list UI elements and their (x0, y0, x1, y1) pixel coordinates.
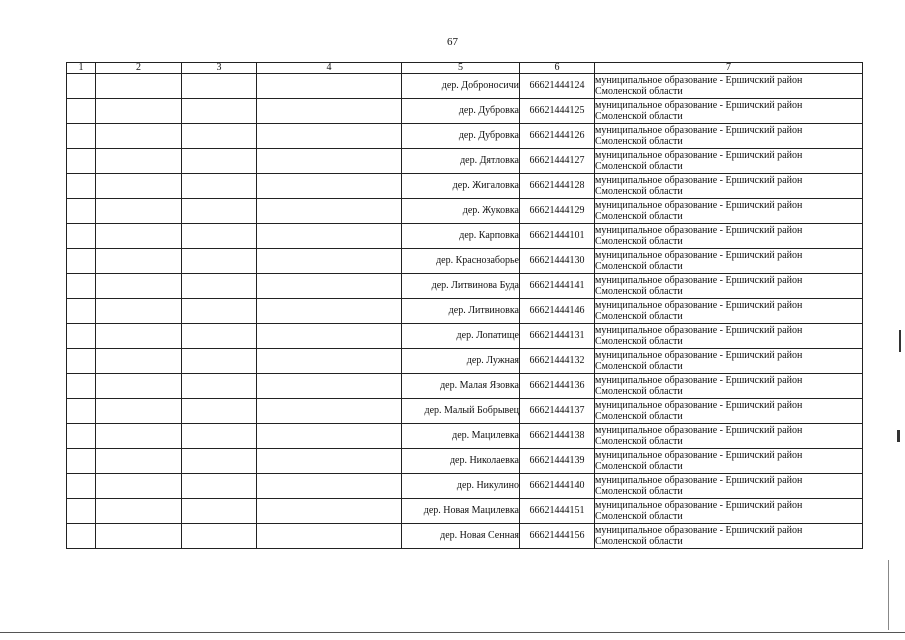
settlement-cell: дер. Карповка (402, 224, 520, 249)
settlement-cell: дер. Лопатище (402, 324, 520, 349)
settlement-cell: дер. Дятловка (402, 149, 520, 174)
municipality-cell (595, 124, 863, 149)
empty-cell (182, 99, 257, 124)
empty-cell (257, 424, 402, 449)
oktmo-code-cell: 66621444140 (520, 474, 595, 499)
empty-cell (182, 149, 257, 174)
empty-cell (96, 524, 182, 549)
oktmo-code-cell: 66621444101 (520, 224, 595, 249)
settlement-cell: дер. Литвинова Буда (402, 274, 520, 299)
empty-cell (96, 324, 182, 349)
empty-cell (182, 424, 257, 449)
scan-edge-mark (897, 430, 900, 442)
municipality-cell (595, 449, 863, 474)
municipality-name: муниципальное образование - Ершичский район (595, 200, 803, 211)
table-row (67, 474, 863, 499)
table-row (67, 499, 863, 524)
municipality-cell (595, 424, 863, 449)
settlements-table (66, 62, 863, 549)
column-header-6: 6 (520, 63, 595, 74)
municipality-region: Смоленской области (595, 286, 683, 297)
empty-cell (67, 99, 96, 124)
empty-cell (182, 249, 257, 274)
column-header-5: 5 (402, 63, 520, 74)
table-row (67, 349, 863, 374)
empty-cell (257, 149, 402, 174)
municipality-name: муниципальное образование - Ершичский район (595, 225, 803, 236)
empty-cell (257, 449, 402, 474)
empty-cell (67, 424, 96, 449)
empty-cell (96, 399, 182, 424)
empty-cell (67, 249, 96, 274)
scan-edge-mark (888, 560, 889, 630)
column-header-1: 1 (67, 63, 96, 74)
table-row (67, 174, 863, 199)
empty-cell (96, 174, 182, 199)
empty-cell (257, 274, 402, 299)
empty-cell (257, 374, 402, 399)
empty-cell (67, 524, 96, 549)
header-row (67, 63, 863, 74)
empty-cell (182, 374, 257, 399)
empty-cell (182, 274, 257, 299)
municipality-name: муниципальное образование - Ершичский район (595, 375, 803, 386)
table-row (67, 324, 863, 349)
municipality-cell (595, 324, 863, 349)
oktmo-code-cell: 66621444130 (520, 249, 595, 274)
municipality-cell (595, 374, 863, 399)
municipality-region: Смоленской области (595, 236, 683, 247)
municipality-region: Смоленской области (595, 186, 683, 197)
table-row (67, 274, 863, 299)
empty-cell (67, 499, 96, 524)
oktmo-code-cell: 66621444137 (520, 399, 595, 424)
scan-bottom-edge (0, 632, 905, 633)
empty-cell (257, 124, 402, 149)
empty-cell (182, 499, 257, 524)
empty-cell (182, 524, 257, 549)
municipality-name: муниципальное образование - Ершичский район (595, 350, 803, 361)
municipality-region: Смоленской области (595, 311, 683, 322)
empty-cell (96, 199, 182, 224)
oktmo-code-cell: 66621444146 (520, 299, 595, 324)
oktmo-code-cell: 66621444138 (520, 424, 595, 449)
table-row (67, 524, 863, 549)
municipality-cell (595, 474, 863, 499)
empty-cell (96, 474, 182, 499)
empty-cell (257, 224, 402, 249)
empty-cell (96, 249, 182, 274)
empty-cell (67, 474, 96, 499)
page-number: 67 (447, 36, 458, 48)
empty-cell (67, 399, 96, 424)
settlement-cell: дер. Литвиновка (402, 299, 520, 324)
municipality-cell (595, 249, 863, 274)
empty-cell (182, 74, 257, 99)
empty-cell (257, 399, 402, 424)
oktmo-code-cell: 66621444141 (520, 274, 595, 299)
municipality-region: Смоленской области (595, 486, 683, 497)
empty-cell (96, 124, 182, 149)
empty-cell (67, 224, 96, 249)
empty-cell (257, 349, 402, 374)
municipality-cell (595, 74, 863, 99)
table-row (67, 249, 863, 274)
settlement-cell: дер. Малая Язовка (402, 374, 520, 399)
municipality-region: Смоленской области (595, 261, 683, 272)
empty-cell (96, 149, 182, 174)
scan-edge-mark (899, 330, 901, 352)
table-row (67, 124, 863, 149)
empty-cell (182, 224, 257, 249)
empty-cell (257, 199, 402, 224)
column-header-4: 4 (257, 63, 402, 74)
municipality-cell (595, 224, 863, 249)
oktmo-code-cell: 66621444131 (520, 324, 595, 349)
municipality-region: Смоленской области (595, 386, 683, 397)
municipality-name: муниципальное образование - Ершичский район (595, 275, 803, 286)
municipality-region: Смоленской области (595, 161, 683, 172)
municipality-region: Смоленской области (595, 86, 683, 97)
table-row (67, 99, 863, 124)
settlement-cell: дер. Дубровка (402, 99, 520, 124)
empty-cell (67, 274, 96, 299)
municipality-name: муниципальное образование - Ершичский район (595, 400, 803, 411)
municipality-region: Смоленской области (595, 211, 683, 222)
municipality-region: Смоленской области (595, 136, 683, 147)
empty-cell (96, 274, 182, 299)
settlement-cell: дер. Жигаловка (402, 174, 520, 199)
municipality-name: муниципальное образование - Ершичский район (595, 100, 803, 111)
empty-cell (96, 74, 182, 99)
empty-cell (257, 324, 402, 349)
settlement-cell: дер. Николаевка (402, 449, 520, 474)
municipality-cell (595, 99, 863, 124)
empty-cell (257, 249, 402, 274)
empty-cell (67, 299, 96, 324)
municipality-name: муниципальное образование - Ершичский район (595, 125, 803, 136)
municipality-cell (595, 524, 863, 549)
table-row (67, 74, 863, 99)
empty-cell (96, 99, 182, 124)
municipality-cell (595, 349, 863, 374)
empty-cell (96, 424, 182, 449)
empty-cell (96, 224, 182, 249)
settlement-cell: дер. Краснозаборье (402, 249, 520, 274)
column-header-2: 2 (96, 63, 182, 74)
empty-cell (67, 449, 96, 474)
empty-cell (67, 199, 96, 224)
oktmo-code-cell: 66621444124 (520, 74, 595, 99)
table-row (67, 224, 863, 249)
empty-cell (182, 124, 257, 149)
municipality-name: муниципальное образование - Ершичский район (595, 500, 803, 511)
municipality-region: Смоленской области (595, 511, 683, 522)
oktmo-code-cell: 66621444128 (520, 174, 595, 199)
oktmo-code-cell: 66621444139 (520, 449, 595, 474)
municipality-region: Смоленской области (595, 411, 683, 422)
empty-cell (182, 349, 257, 374)
settlement-cell: дер. Жуковка (402, 199, 520, 224)
table-row (67, 424, 863, 449)
oktmo-code-cell: 66621444156 (520, 524, 595, 549)
settlement-cell: дер. Мацилевка (402, 424, 520, 449)
empty-cell (67, 374, 96, 399)
empty-cell (257, 474, 402, 499)
table-row (67, 149, 863, 174)
empty-cell (96, 374, 182, 399)
empty-cell (257, 524, 402, 549)
municipality-region: Смоленской области (595, 461, 683, 472)
municipality-region: Смоленской области (595, 336, 683, 347)
empty-cell (96, 349, 182, 374)
empty-cell (182, 174, 257, 199)
municipality-name: муниципальное образование - Ершичский район (595, 525, 803, 536)
empty-cell (182, 449, 257, 474)
empty-cell (67, 124, 96, 149)
table-row (67, 374, 863, 399)
empty-cell (182, 474, 257, 499)
empty-cell (67, 324, 96, 349)
municipality-name: муниципальное образование - Ершичский район (595, 75, 803, 86)
municipality-region: Смоленской области (595, 111, 683, 122)
column-header-7: 7 (595, 63, 863, 74)
oktmo-code-cell: 66621444126 (520, 124, 595, 149)
oktmo-code-cell: 66621444125 (520, 99, 595, 124)
empty-cell (257, 74, 402, 99)
column-header-3: 3 (182, 63, 257, 74)
empty-cell (257, 499, 402, 524)
empty-cell (257, 99, 402, 124)
municipality-name: муниципальное образование - Ершичский район (595, 300, 803, 311)
municipality-region: Смоленской области (595, 436, 683, 447)
empty-cell (257, 174, 402, 199)
empty-cell (96, 299, 182, 324)
table-row (67, 449, 863, 474)
municipality-cell (595, 174, 863, 199)
settlement-cell: дер. Новая Мацилевка (402, 499, 520, 524)
oktmo-code-cell: 66621444132 (520, 349, 595, 374)
empty-cell (96, 499, 182, 524)
municipality-name: муниципальное образование - Ершичский район (595, 250, 803, 261)
municipality-name: муниципальное образование - Ершичский район (595, 325, 803, 336)
municipality-region: Смоленской области (595, 536, 683, 547)
empty-cell (182, 299, 257, 324)
settlement-cell: дер. Малый Бобрывец (402, 399, 520, 424)
municipality-name: муниципальное образование - Ершичский район (595, 425, 803, 436)
empty-cell (67, 174, 96, 199)
municipality-region: Смоленской области (595, 361, 683, 372)
table-row (67, 199, 863, 224)
empty-cell (67, 149, 96, 174)
oktmo-code-cell: 66621444151 (520, 499, 595, 524)
oktmo-code-cell: 66621444136 (520, 374, 595, 399)
municipality-cell (595, 399, 863, 424)
municipality-cell (595, 499, 863, 524)
municipality-name: муниципальное образование - Ершичский район (595, 475, 803, 486)
oktmo-code-cell: 66621444127 (520, 149, 595, 174)
table-row (67, 299, 863, 324)
municipality-name: муниципальное образование - Ершичский район (595, 175, 803, 186)
empty-cell (182, 324, 257, 349)
municipality-cell (595, 299, 863, 324)
empty-cell (67, 349, 96, 374)
empty-cell (257, 299, 402, 324)
oktmo-code-cell: 66621444129 (520, 199, 595, 224)
municipality-cell (595, 199, 863, 224)
settlement-cell: дер. Лужная (402, 349, 520, 374)
table-row (67, 399, 863, 424)
settlement-cell: дер. Никулино (402, 474, 520, 499)
empty-cell (67, 74, 96, 99)
settlement-cell: дер. Доброносичи (402, 74, 520, 99)
settlement-cell: дер. Новая Сенная (402, 524, 520, 549)
municipality-name: муниципальное образование - Ершичский район (595, 150, 803, 161)
empty-cell (182, 199, 257, 224)
municipality-cell (595, 274, 863, 299)
municipality-name: муниципальное образование - Ершичский район (595, 450, 803, 461)
empty-cell (96, 449, 182, 474)
municipality-cell (595, 149, 863, 174)
settlement-cell: дер. Дубровка (402, 124, 520, 149)
empty-cell (182, 399, 257, 424)
